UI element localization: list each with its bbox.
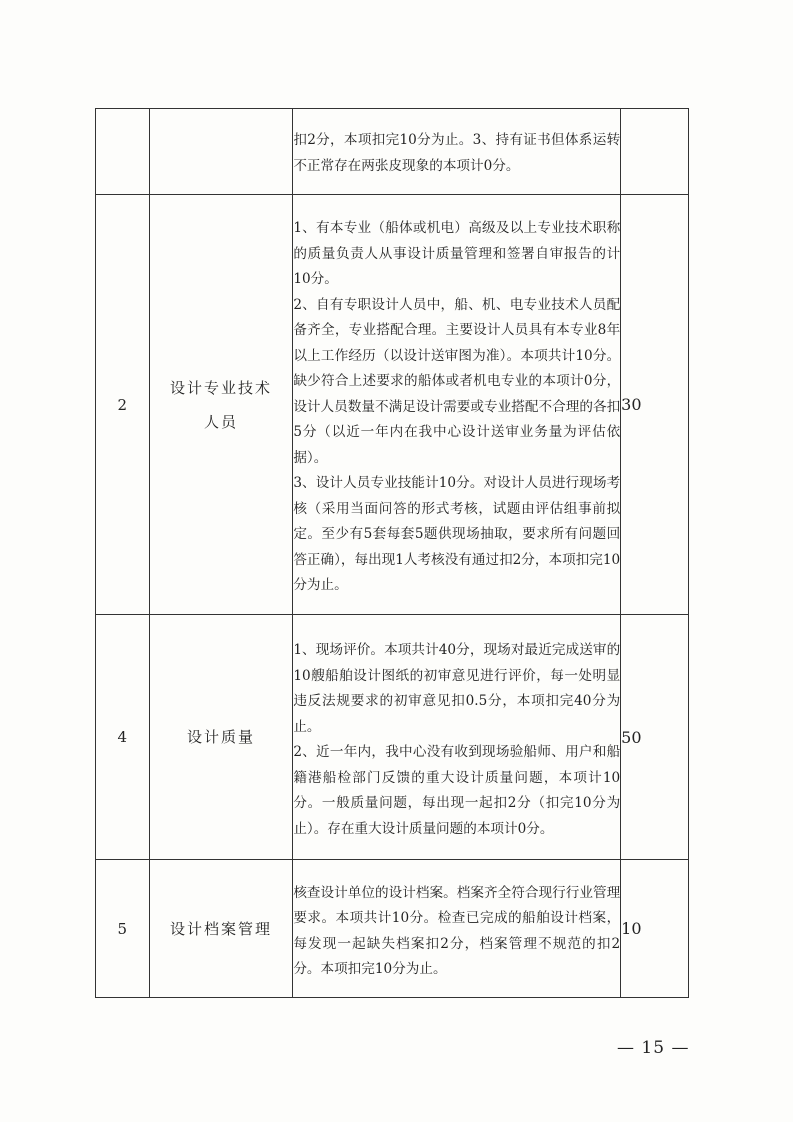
item-name — [149, 109, 293, 195]
criteria-paragraph: 1、有本专业（船体或机电）高级及以上专业技术职称的质量负责人从事设计质量管理和签署自审报告的计10分。 — [293, 220, 621, 288]
score-cell: 50 — [621, 615, 689, 860]
criteria-paragraph: 3、设计人员专业技能计10分。对设计人员进行现场考核（采用当面问答的形式考核，试题由评估组事前拟定。至少有5套每套5题供现场抽取，要求所有问题回答正确），每出现1人考核没有通过扣2分，本项扣完10分为止。 — [293, 475, 621, 594]
row-number: 4 — [96, 615, 150, 860]
item-name — [149, 195, 293, 615]
score-cell: 30 — [621, 195, 689, 615]
criteria-cell — [293, 195, 621, 615]
table-row — [96, 109, 689, 195]
score-cell — [621, 109, 689, 195]
item-name — [149, 860, 293, 998]
item-name-line: 设计档案管理 — [169, 919, 272, 938]
table-row — [96, 860, 689, 998]
item-name-line: 设计质量 — [186, 728, 255, 746]
criteria-cell — [293, 615, 621, 860]
page-number: — 15 — — [617, 1038, 690, 1058]
evaluation-table — [95, 108, 689, 998]
table-row — [96, 615, 689, 860]
criteria-paragraph: 扣2分，本项扣完10分为止。3、持有证书但体系运转不正常存在两张皮现象的本项计0分。 — [293, 132, 621, 174]
row-number: 2 — [96, 195, 150, 615]
item-name-line: 设计专业技术 — [169, 378, 272, 397]
criteria-paragraph: 2、自有专职设计人员中，船、机、电专业技术人员配备齐全，专业搭配合理。主要设计人员具有本专业8年以上工作经历（以设计送审图为准）。本项共计10分。缺少符合上述要求的船体或者机电专业的本项计0分，设计人员数量不满足设计需要或专业搭配不合理的各扣5分（以近一年内在我中心设计送审业务量为评估依据）。 — [293, 296, 621, 466]
criteria-paragraph: 核查设计单位的设计档案。档案齐全符合现行行业管理要求。本项共计10分。检查已完成的船舶设计档案，每发现一起缺失档案扣2分，档案管理不规范的扣2分。本项扣完10分为止。 — [293, 884, 621, 977]
item-name — [149, 615, 293, 860]
score-cell: 10 — [621, 860, 689, 998]
criteria-paragraph: 1、现场评价。本项共计40分，现场对最近完成送审的10艘船舶设计图纸的初审意见进行评价，每一处明显违反法规要求的初审意见扣0.5分，本项扣完40分为止。 — [293, 642, 621, 735]
row-number — [96, 109, 150, 195]
item-name-line: 人员 — [203, 412, 238, 431]
criteria-cell — [293, 860, 621, 998]
criteria-paragraph: 2、近一年内，我中心没有收到现场验船师、用户和船籍港船检部门反馈的重大设计质量问题，本项计10分。一般质量问题，每出现一起扣2分（扣完10分为止）。存在重大设计质量问题的本项计0分。 — [293, 744, 621, 837]
row-number: 5 — [96, 860, 150, 998]
criteria-cell — [293, 109, 621, 195]
table-row — [96, 195, 689, 615]
